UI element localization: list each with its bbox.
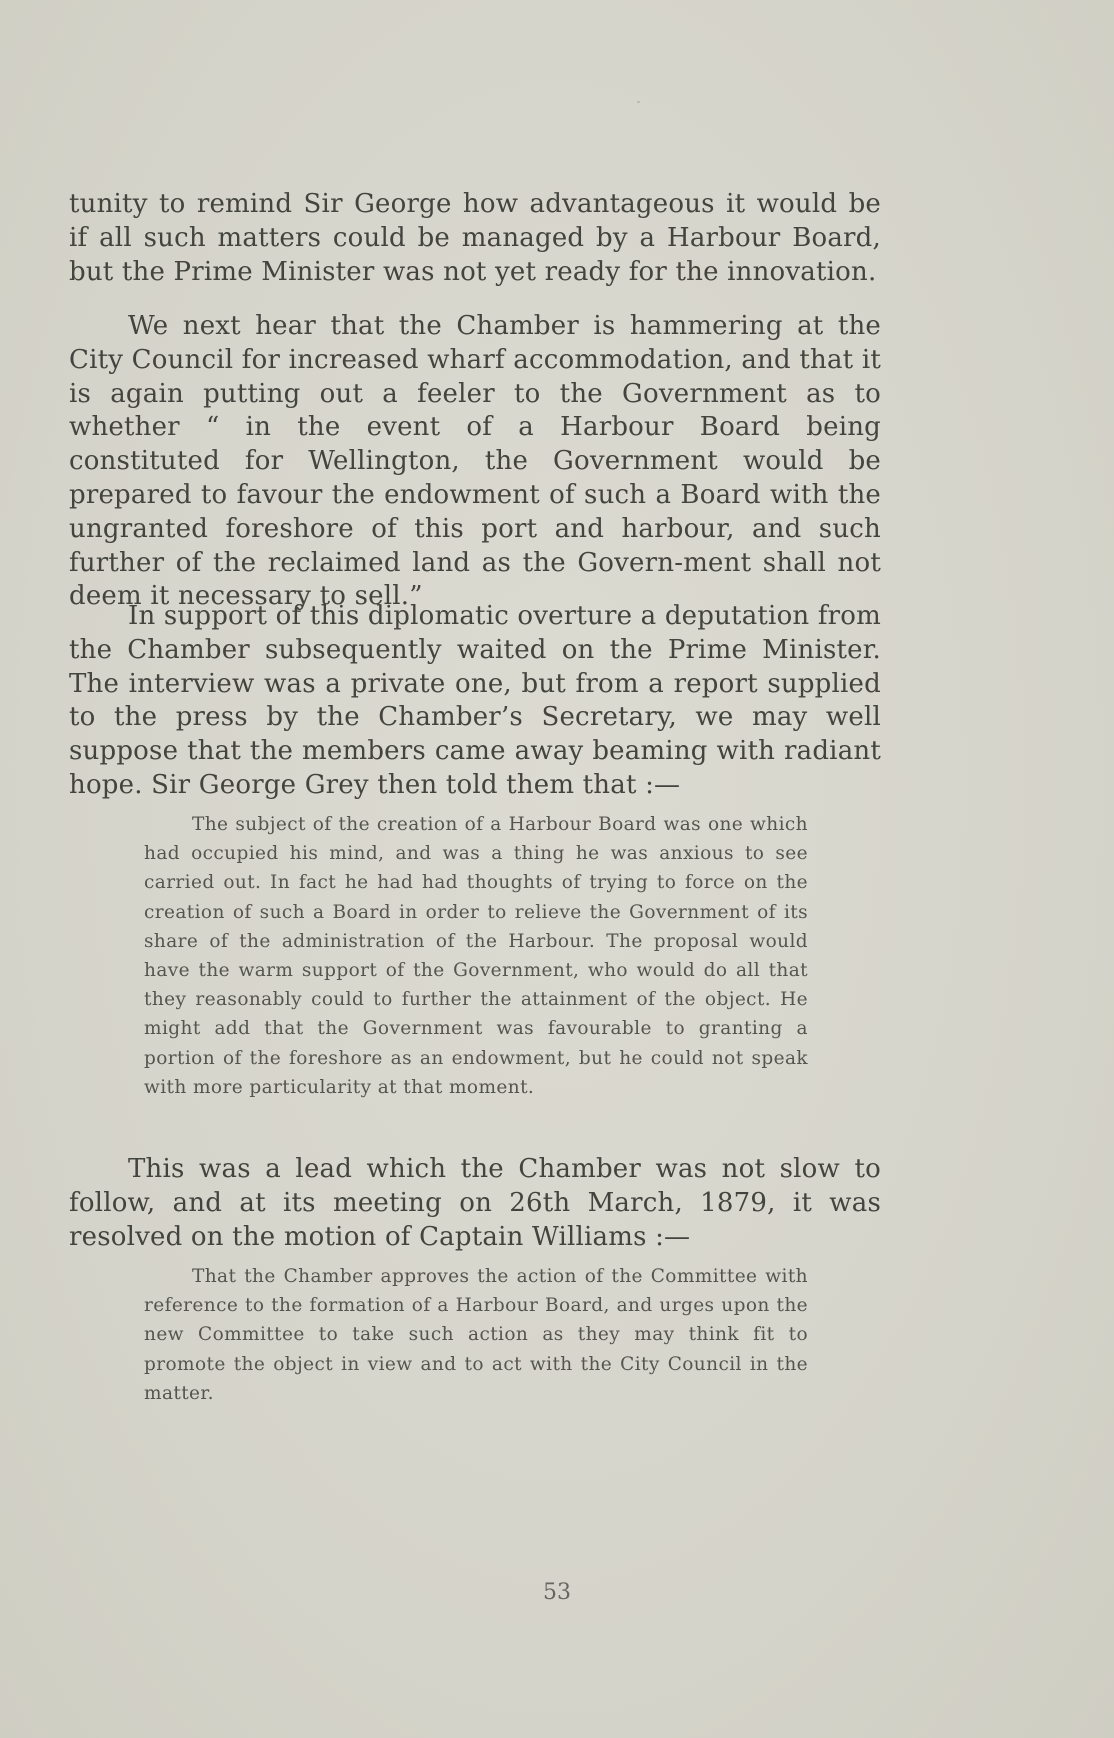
- paragraph-4-text: This was a lead which the Chamber was not slow to follow, and at its meeting on 26th March, 1879, it was resolved on the motion of Captain Williams :—: [69, 1154, 881, 1252]
- paragraph-3: [69, 600, 881, 803]
- block-quote-2: [144, 1262, 808, 1408]
- paragraph-2: [69, 310, 881, 614]
- paragraph-4: [69, 1153, 881, 1254]
- paragraph-1: [69, 188, 881, 289]
- block-quote-1: [144, 810, 808, 1102]
- paragraph-1-text: tunity to remind Sir George how advantageous it would be if all such matters could be managed by a Harbour Board, but the Prime Minister was not yet ready for the innovation.: [69, 189, 881, 287]
- paper-speck: [637, 101, 640, 103]
- paragraph-3-text: In support of this diplomatic overture a deputation from the Chamber subsequently waited on the Prime Minister. The interview was a private one, but from a report supplied to the press by the Chamber’s Secretary, we may well suppose that the members came away beaming with radiant hope. Sir George Grey then told them that :—: [69, 601, 881, 800]
- page-number: 53: [543, 1580, 571, 1605]
- paragraph-2-text: We next hear that the Chamber is hammering at the City Council for increased wharf accommodation, and that it is again putting out a feeler to the Government as to whether “ in the event of a Harbour Board being constituted for Wellington, the Government would be prepared to favour the endowment of such a Board with the ungranted foreshore of this port and harbour, and such further of the reclaimed land as the Govern-ment shall not deem it necessary to sell.”: [69, 311, 881, 612]
- block-quote-2-text: That the Chamber approves the action of the Committee with reference to the formation of a Harbour Board, and urges upon the new Committee to take such action as they may think fit to promote the object in view and to act with the City Council in the matter.: [144, 1266, 808, 1404]
- block-quote-1-text: The subject of the creation of a Harbour Board was one which had occupied his mind, and was a thing he was anxious to see carried out. In fact he had had thoughts of trying to force on the creation of such a Board in order to relieve the Government of its share of the administration of the Harbour. The proposal would have the warm support of the Government, who would do all that they reasonably could to further the attainment of the object. He might add that the Government was favourable to granting a portion of the foreshore as an endowment, but he could not speak with more particularity at that moment.: [144, 814, 808, 1098]
